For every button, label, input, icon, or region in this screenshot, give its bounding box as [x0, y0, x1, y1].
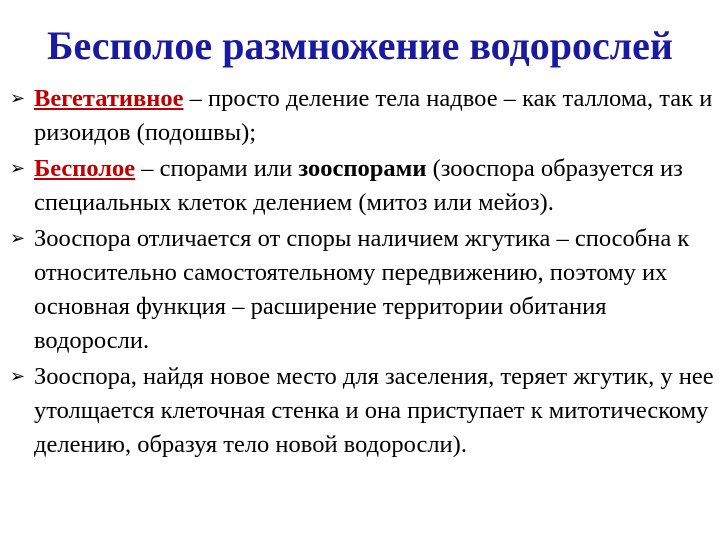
arrowhead-bullet-icon: ➢	[10, 158, 26, 179]
bullet-item-asexual	[10, 152, 715, 220]
bullet-text: Зооспора отличается от споры наличием жгутика – способна к относительно самостоятельному передвижению, поэтому их основная функция – расширение территории обитания водоросли.	[34, 225, 690, 354]
term-asexual: Бесполое	[34, 155, 136, 182]
bullet-item-zoospore-settling	[10, 360, 715, 462]
arrowhead-bullet-icon: ➢	[10, 366, 26, 387]
bullet-text: (зооспора образуется из специальных клеток делением (митоз или мейоз).	[34, 155, 683, 216]
slide-title: Бесполое размножение водорослей	[47, 23, 673, 68]
bullet-list	[10, 82, 715, 464]
bullet-text: Зооспора, найдя новое место для заселения, теряет жгутик, у нее утолщается клеточная стенка и она приступает к митотическому делению, образуя тело новой водоросли).	[34, 363, 714, 458]
bullet-item-vegetative	[10, 82, 715, 150]
arrowhead-bullet-icon: ➢	[10, 228, 26, 249]
bold-term-zoospores: зооспорами	[298, 155, 427, 182]
term-vegetative: Вегетативное	[34, 85, 184, 112]
bullet-text: – спорами или	[135, 155, 299, 182]
bullet-text: – просто деление тела надвое – как таллома, так и ризоидов (подошвы);	[34, 85, 713, 146]
arrowhead-bullet-icon: ➢	[10, 88, 26, 109]
bullet-item-zoospore-difference	[10, 222, 715, 358]
